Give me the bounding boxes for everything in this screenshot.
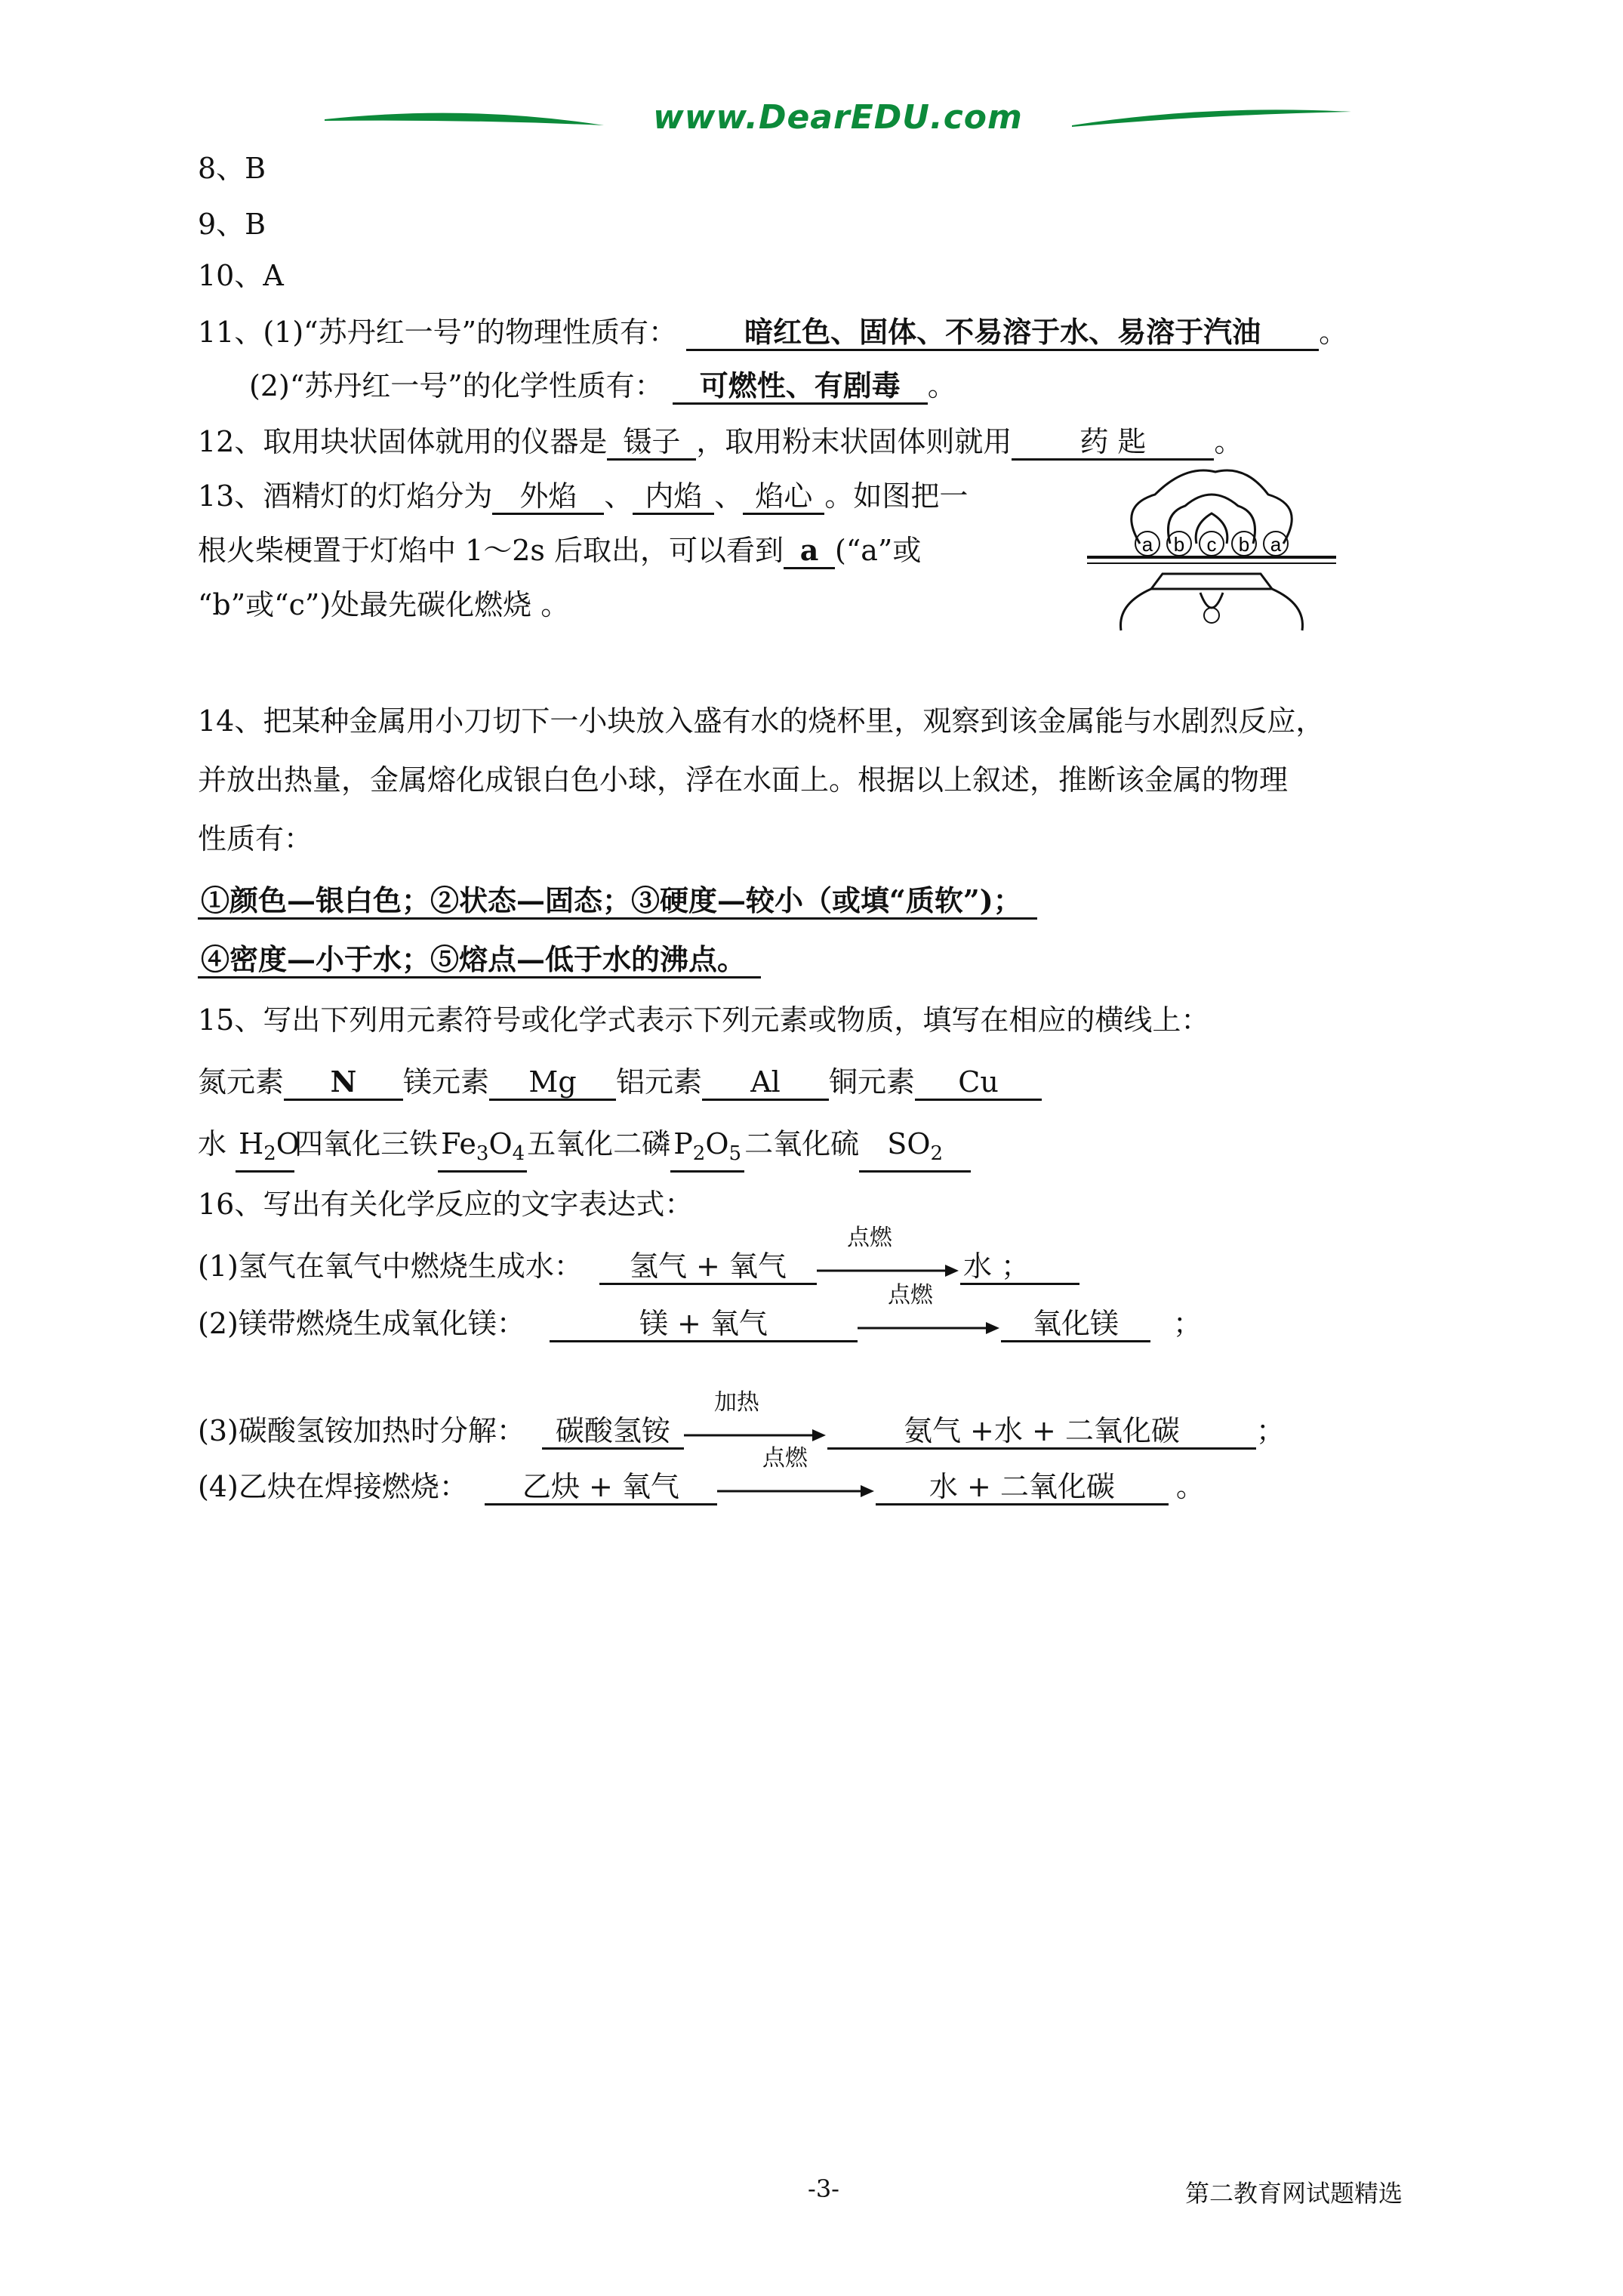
answer-8: 8、B — [198, 152, 266, 185]
q13-text: 13、酒精灯的灯焰分为 — [198, 479, 493, 513]
answer-9: 9、B — [198, 208, 266, 241]
q15-fe-sub: 3 — [476, 1142, 489, 1165]
q15-so-sub: 2 — [930, 1142, 944, 1165]
q13-answer-4: a — [784, 534, 835, 569]
r1-text: (1)氢气在氧气中燃烧生成水： — [198, 1250, 583, 1283]
r1-condition: 点燃 — [846, 1224, 892, 1251]
r2-arrow — [858, 1281, 1001, 1343]
site-url: www.DearEDU.com — [653, 98, 1023, 137]
r4-text: (4)乙炔在焊接燃烧： — [198, 1470, 468, 1503]
r3-products: 氨气 +水 + 二氧化碳 — [827, 1414, 1256, 1450]
q12-mid: ，取用粉末状固体则就用 — [696, 425, 1012, 458]
q15-fe: Fe — [441, 1127, 476, 1160]
r1-products: 水 ； — [960, 1250, 1079, 1285]
q14-answer-2: ④密度—小于水；⑤熔点—低于水的沸点。 — [198, 943, 761, 978]
q13-answer-2: 内焰 — [633, 479, 714, 515]
q11-2-end: 。 — [927, 369, 956, 402]
question-15-compounds — [198, 1125, 971, 1173]
q11-2-answer: 可燃性、有剧毒 — [673, 369, 928, 405]
q15-answer-nitrogen: N — [284, 1065, 403, 1101]
q14-answer-1: ①颜色—银白色；②状态—固态；③硬度—较小（或填“质软”)； — [198, 884, 1037, 920]
r4-arrow — [717, 1444, 876, 1506]
r3-reactants: 碳酸氢铵 — [542, 1414, 684, 1450]
q12-text: 12、取用块状固体就用的仪器是 — [198, 425, 608, 458]
q15-answer-so2 — [859, 1127, 971, 1173]
q14-answer-line-2 — [198, 941, 761, 978]
q15-label-p2o5: 五氧化二磷 — [527, 1127, 671, 1160]
q15-answer-magnesium: Mg — [489, 1065, 616, 1101]
r2-end: ； — [1172, 1307, 1202, 1340]
r4-reactants: 乙炔 + 氧气 — [485, 1470, 717, 1505]
figure-label-b-left: b — [1173, 533, 1185, 556]
alcohol-lamp-figure — [1087, 461, 1336, 634]
r3-end: ； — [1255, 1414, 1285, 1447]
r4-end: 。 — [1175, 1470, 1205, 1503]
question-15-title: 15、写出下列用元素符号或化学式表示下列元素或物质，填写在相应的横线上： — [198, 1003, 1210, 1037]
footer-source: 第二教育网试题精选 — [1185, 2179, 1403, 2208]
r2-reactants: 镁 + 氧气 — [550, 1307, 858, 1342]
q15-label-nitrogen: 氮元素 — [198, 1065, 285, 1099]
r1-reactants: 氢气 + 氧气 — [599, 1250, 817, 1285]
q15-label-aluminum: 铝元素 — [616, 1065, 703, 1099]
figure-label-a-left: a — [1141, 533, 1153, 556]
question-16-title: 16、写出有关化学反应的文字表达式： — [198, 1188, 694, 1221]
q11-1-text: 11、(1)“苏丹红一号”的物理性质有： — [198, 316, 678, 349]
r2-arrow-icon — [858, 1321, 1001, 1336]
q11-1-answer: 暗红色、固体、不易溶于水、易溶于汽油 — [686, 316, 1319, 351]
q15-water-h: H — [239, 1127, 264, 1160]
q15-p: P — [673, 1127, 693, 1160]
reaction-4 — [198, 1444, 1205, 1506]
alcohol-lamp-diagram — [1087, 461, 1336, 634]
q15-fe-o: O — [488, 1127, 513, 1160]
header-banner — [317, 97, 1359, 157]
r4-arrow-icon — [717, 1484, 876, 1499]
q15-fe-o-sub: 4 — [512, 1142, 525, 1165]
r4-products: 水 + 二氧化碳 — [876, 1470, 1169, 1505]
q13-line2-text: 根火柴梗置于灯焰中 1～2s 后取出，可以看到 — [198, 534, 784, 567]
q11-2-text: (2)“苏丹红一号”的化学性质有： — [249, 369, 664, 402]
q15-label-copper: 铜元素 — [829, 1065, 916, 1099]
q15-p-o: O — [705, 1127, 729, 1160]
r3-text: (3)碳酸氢铵加热时分解： — [198, 1414, 525, 1447]
q11-1-end: 。 — [1319, 316, 1348, 349]
q15-label-so2: 二氧化硫 — [744, 1127, 860, 1160]
answer-10: 10、A — [198, 259, 284, 292]
question-12 — [198, 423, 1243, 461]
q13-mid: 。如图把一 — [824, 479, 969, 513]
figure-label-c: c — [1206, 533, 1217, 556]
q15-water-o: O — [276, 1127, 300, 1160]
question-11-2 — [249, 367, 956, 405]
r2-condition: 点燃 — [887, 1281, 933, 1308]
figure-label-b-right: b — [1238, 533, 1250, 556]
question-14-line-2: 并放出热量，金属熔化成银白色小球，浮在水面上。根据以上叙述，推断该金属的物理 — [198, 763, 1289, 797]
figure-label-a-right: a — [1270, 533, 1282, 556]
q15-answer-copper: Cu — [915, 1065, 1042, 1101]
r4-condition: 点燃 — [762, 1444, 808, 1472]
q15-water-sub: 2 — [263, 1142, 276, 1165]
question-14-line-1: 14、把某种金属用小刀切下一小块放入盛有水的烧杯里，观察到该金属能与水剧烈反应， — [198, 704, 1325, 738]
reaction-1 — [198, 1224, 1079, 1286]
reaction-2 — [198, 1281, 1202, 1343]
question-13-line-2 — [198, 532, 921, 569]
q15-answer-aluminum: Al — [702, 1065, 829, 1101]
q15-p-sub: 2 — [692, 1142, 706, 1165]
r1-arrow-icon — [817, 1263, 960, 1278]
q12-answer-2: 药 匙 — [1012, 425, 1214, 461]
q15-answer-p2o5 — [670, 1127, 744, 1173]
question-15-elements — [198, 1063, 1042, 1101]
q15-p-o-sub: 5 — [728, 1142, 742, 1165]
q15-label-water: 水 — [198, 1127, 227, 1160]
q13-sep-1: 、 — [604, 479, 633, 513]
r3-condition: 加热 — [713, 1388, 759, 1416]
q15-label-fe3o4: 四氧化三铁 — [294, 1127, 439, 1160]
q13-answer-3: 焰心 — [743, 479, 824, 515]
r2-products: 氧化镁 — [1001, 1307, 1150, 1342]
q14-answer-line-1 — [198, 882, 1037, 920]
question-13-line-1 — [198, 477, 968, 515]
q12-answer-1: 镊子 — [607, 425, 696, 461]
q15-answer-fe3o4 — [438, 1127, 527, 1173]
q15-label-magnesium: 镁元素 — [403, 1065, 490, 1099]
reaction-3 — [198, 1388, 1285, 1450]
question-13-line-3: “b”或“c”)处最先碳化燃烧 。 — [198, 588, 570, 621]
question-14-line-3: 性质有： — [198, 822, 313, 855]
q12-end: 。 — [1214, 425, 1243, 458]
page-number: -3- — [808, 2174, 839, 2203]
q15-so: SO — [887, 1127, 931, 1160]
r2-text: (2)镁带燃烧生成氧化镁： — [198, 1307, 525, 1340]
q13-answer-1: 外焰 — [492, 479, 604, 515]
q13-sep-2: 、 — [714, 479, 744, 513]
q15-answer-water — [236, 1127, 300, 1173]
question-11-1 — [198, 313, 1347, 351]
q13-line2-end: (“a”或 — [835, 534, 922, 567]
